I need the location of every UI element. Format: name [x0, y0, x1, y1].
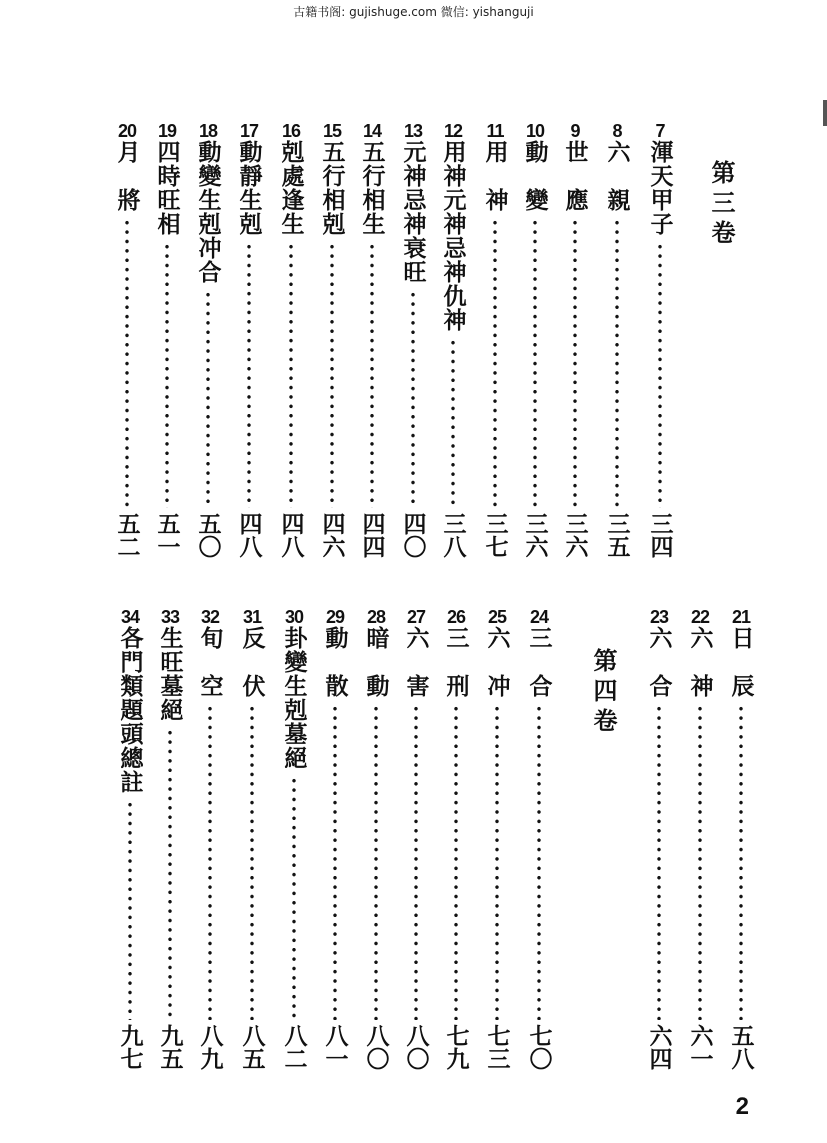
- toc-entry: [520, 122, 550, 558]
- toc-entry: [438, 122, 468, 558]
- entry-page: 八九: [196, 1024, 224, 1070]
- toc-entry: [152, 122, 182, 558]
- watermark-header: 古籍书阁: gujishuge.com 微信: yishanguji: [293, 5, 534, 19]
- dot-leader: [369, 242, 375, 508]
- toc-entry: [112, 122, 142, 558]
- entry-page: 四八: [235, 512, 263, 558]
- toc-entry: [602, 122, 632, 558]
- entry-title: 動 變: [521, 140, 549, 212]
- dot-leader: [532, 218, 538, 508]
- page-number: 2: [735, 1093, 749, 1120]
- toc-entry: [155, 608, 185, 1070]
- entry-page: 六四: [645, 1024, 673, 1070]
- dot-leader: [614, 218, 620, 508]
- entry-page: 三八: [439, 512, 467, 558]
- entry-title: 卦變生剋墓絕: [280, 626, 308, 770]
- entry-number: 27: [406, 607, 426, 627]
- dot-leader: [167, 728, 173, 1020]
- entry-number: 12: [443, 121, 463, 141]
- entry-number: 13: [403, 121, 423, 141]
- dot-leader: [205, 290, 211, 508]
- toc-entry: [193, 122, 223, 558]
- dot-leader: [288, 242, 294, 508]
- entry-page: 四〇: [399, 512, 427, 558]
- entry-number: 18: [198, 121, 218, 141]
- entry-page: 三四: [646, 512, 674, 558]
- entry-title: 六 合: [645, 626, 673, 698]
- toc-entry: [480, 122, 510, 558]
- entry-title: 各門類題頭總註: [116, 626, 144, 794]
- entry-title: 日 辰: [727, 626, 755, 698]
- dot-leader: [450, 338, 456, 508]
- entry-title: 剋處逢生: [277, 140, 305, 236]
- toc-entry: [685, 608, 715, 1070]
- entry-number: 26: [446, 607, 466, 627]
- entry-title: 六 冲: [483, 626, 511, 698]
- entry-title: 世 應: [561, 140, 589, 212]
- entry-page: 七〇: [525, 1024, 553, 1070]
- entry-title: 動變生剋冲合: [194, 140, 222, 284]
- toc-entry: [234, 122, 264, 558]
- toc-entry: [357, 122, 387, 558]
- entry-number: 32: [200, 607, 220, 627]
- entry-number: 20: [117, 121, 137, 141]
- entry-number: 16: [281, 121, 301, 141]
- entry-number: 30: [284, 607, 304, 627]
- entry-page: 三五: [603, 512, 631, 558]
- entry-title: 旬 空: [196, 626, 224, 698]
- dot-leader: [164, 242, 170, 508]
- entry-number: 7: [655, 121, 665, 141]
- toc-entry: [398, 122, 428, 558]
- toc-entry: [317, 122, 347, 558]
- entry-number: 28: [366, 607, 386, 627]
- entry-title: 用 神: [481, 140, 509, 212]
- entry-number: 8: [612, 121, 622, 141]
- entry-number: 33: [160, 607, 180, 627]
- entry-number: 21: [731, 607, 751, 627]
- entry-page: 八五: [238, 1024, 266, 1070]
- dot-leader: [494, 704, 500, 1020]
- entry-title: 用神元神忌神仇神: [439, 140, 467, 332]
- entry-title: 六 神: [686, 626, 714, 698]
- entry-number: 10: [525, 121, 545, 141]
- toc-entry: [524, 608, 554, 1070]
- dot-leader: [329, 242, 335, 508]
- toc-entry: [279, 608, 309, 1070]
- dot-leader: [413, 704, 419, 1020]
- entry-title: 動靜生剋: [235, 140, 263, 236]
- toc-entry: [195, 608, 225, 1070]
- entry-number: 14: [362, 121, 382, 141]
- dot-leader: [291, 776, 297, 1020]
- entry-page: 五一: [153, 512, 181, 558]
- toc-entry: [726, 608, 756, 1070]
- toc-entry: [482, 608, 512, 1070]
- entry-title: 月 將: [113, 140, 141, 212]
- entry-page: 八〇: [362, 1024, 390, 1070]
- volume-4-title: 第四卷: [589, 648, 618, 738]
- dot-leader: [373, 704, 379, 1020]
- dot-leader: [572, 218, 578, 508]
- entry-title: 反 伏: [238, 626, 266, 698]
- volume-3-title: 第三卷: [707, 160, 736, 250]
- entry-title: 五行相生: [358, 140, 386, 236]
- entry-number: 24: [529, 607, 549, 627]
- entry-title: 六 親: [603, 140, 631, 212]
- dot-leader: [453, 704, 459, 1020]
- entry-page: 五二: [113, 512, 141, 558]
- entry-page: 九七: [116, 1024, 144, 1070]
- entry-title: 五行相剋: [318, 140, 346, 236]
- entry-page: 三六: [561, 512, 589, 558]
- dot-leader: [332, 704, 338, 1020]
- dot-leader: [249, 704, 255, 1020]
- entry-page: 四八: [277, 512, 305, 558]
- entry-number: 25: [487, 607, 507, 627]
- toc-entry: [237, 608, 267, 1070]
- entry-title: 三 合: [525, 626, 553, 698]
- entry-title: 元神忌神衰旺: [399, 140, 427, 284]
- entry-number: 11: [486, 121, 504, 141]
- entry-number: 34: [120, 607, 140, 627]
- toc-entry: [401, 608, 431, 1070]
- entry-title: 動 散: [321, 626, 349, 698]
- dot-leader: [246, 242, 252, 508]
- toc-entry: [361, 608, 391, 1070]
- dot-leader: [536, 704, 542, 1020]
- entry-number: 15: [322, 121, 342, 141]
- dot-leader: [124, 218, 130, 508]
- dot-leader: [697, 704, 703, 1020]
- entry-title: 生旺墓絕: [156, 626, 184, 722]
- entry-page: 三七: [481, 512, 509, 558]
- entry-page: 八一: [321, 1024, 349, 1070]
- toc-entry: [645, 122, 675, 558]
- entry-page: 七九: [442, 1024, 470, 1070]
- entry-title: 四時旺相: [153, 140, 181, 236]
- entry-title: 六 害: [402, 626, 430, 698]
- entry-page: 六一: [686, 1024, 714, 1070]
- entry-number: 19: [157, 121, 177, 141]
- entry-page: 三六: [521, 512, 549, 558]
- toc-entry: [276, 122, 306, 558]
- entry-page: 五〇: [194, 512, 222, 558]
- entry-page: 八二: [280, 1024, 308, 1070]
- dot-leader: [492, 218, 498, 508]
- entry-number: 23: [649, 607, 669, 627]
- toc-entry: [320, 608, 350, 1070]
- page-edge-mark: [823, 100, 827, 126]
- entry-page: 五八: [727, 1024, 755, 1070]
- entry-page: 九五: [156, 1024, 184, 1070]
- entry-page: 七三: [483, 1024, 511, 1070]
- toc-entry: [644, 608, 674, 1070]
- entry-number: 31: [242, 607, 262, 627]
- entry-number: 9: [570, 121, 580, 141]
- toc-entry: [441, 608, 471, 1070]
- entry-number: 22: [690, 607, 710, 627]
- dot-leader: [657, 242, 663, 508]
- entry-title: 渾天甲子: [646, 140, 674, 236]
- dot-leader: [738, 704, 744, 1020]
- entry-number: 29: [325, 607, 345, 627]
- entry-page: 八〇: [402, 1024, 430, 1070]
- entry-number: 17: [239, 121, 259, 141]
- entry-title: 暗 動: [362, 626, 390, 698]
- entry-title: 三 刑: [442, 626, 470, 698]
- dot-leader: [656, 704, 662, 1020]
- entry-page: 四四: [358, 512, 386, 558]
- dot-leader: [410, 290, 416, 508]
- toc-entry: [560, 122, 590, 558]
- dot-leader: [127, 800, 133, 1020]
- dot-leader: [207, 704, 213, 1020]
- entry-page: 四六: [318, 512, 346, 558]
- toc-entry: [115, 608, 145, 1070]
